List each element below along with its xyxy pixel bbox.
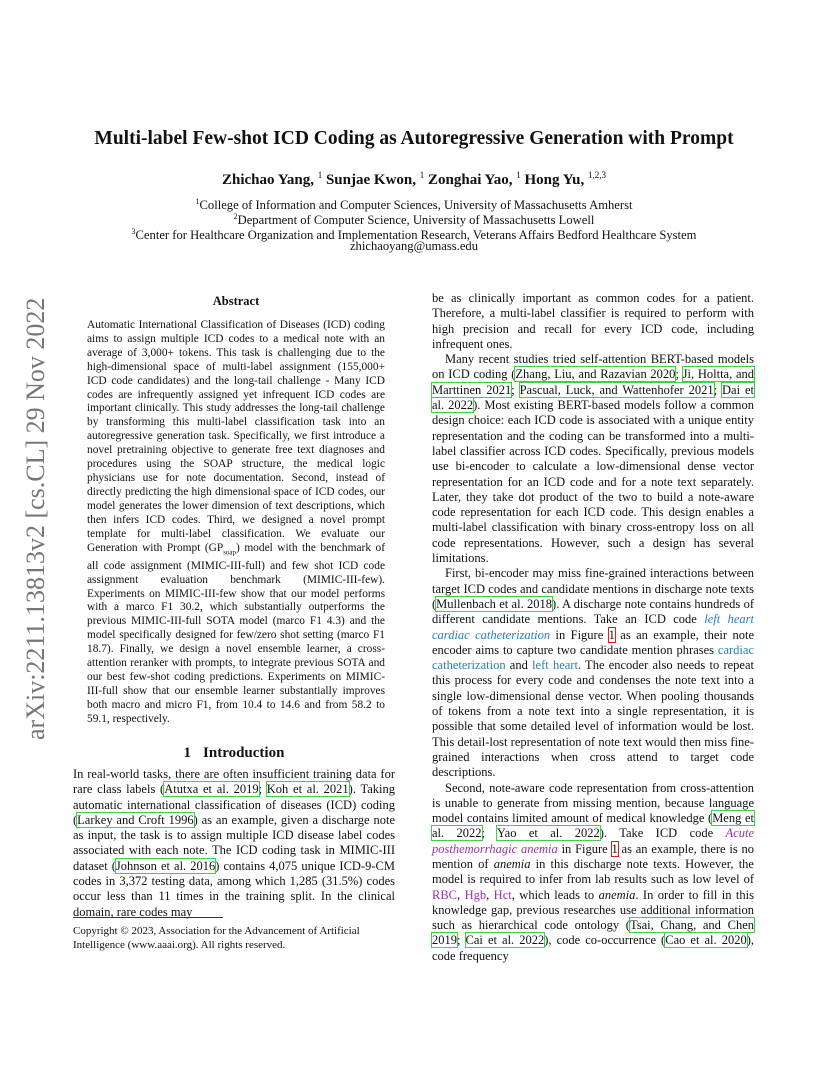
body-text: as an example, there is no mention of bbox=[432, 841, 754, 871]
icd-code-highlight: left heart cardiac catheterization bbox=[432, 612, 755, 642]
citation-link[interactable]: Johnson et al. 2016 bbox=[115, 858, 216, 873]
author-name: Zhichao Yang, bbox=[221, 172, 314, 188]
body-text: ). A discharge note contains hundreds of different candidate mentions. Take an ICD code bbox=[432, 596, 754, 627]
author-name: Hong Yu, bbox=[524, 172, 585, 188]
affiliation-mark: 2 bbox=[233, 212, 238, 221]
right-column bbox=[432, 291, 754, 964]
body-paragraph: Second, note-aware code representation from cross-attention is unable to generate from missing mention, because language model contains limited amount of medical knowledge (Meng et al. 2022; Yao et al. 2022). Take ICD code Acute posthemorrhagic anemia in Figure 1 as an example, there is no mention of anemia in this discharge note texts. However, the model is required to infer from lab results such as low level of RBC, Hgb, Hct, which leads to anemia. In order to fill in this knowledge gap, previous researches use additional information such as hierarchical code ontology (Tsai, Chang, and Chen 2019; Cai et al. 2022), code co-occurrence (Cao et al. 2020), code frequency bbox=[432, 780, 755, 963]
author-name: Sunjae Kwon, bbox=[325, 172, 416, 188]
mention-highlight: cardiac catheterization bbox=[432, 642, 754, 673]
author-affiliation-mark: 1,2,3 bbox=[588, 170, 606, 180]
affiliation-text: Center for Healthcare Organization and Implementation Research, Veterans Affairs Bedford Healthcare System bbox=[135, 228, 697, 243]
body-text: ; bbox=[258, 782, 267, 797]
icd-code-highlight: Acute posthemorrhagic anemia bbox=[432, 826, 755, 856]
abstract-text: Automatic International Classification of Diseases (ICD) coding aims to assign multiple ICD codes to a medical note with an average of 3,000+ tokens. This task is challenging due to the high-dimensional space of multi-label assignment (155,000+ ICD code candidates) and the long-tail challenge - Many ICD codes are infrequently assigned yet infrequent ICD codes are important clinically. This study addresses the long-tail challenge by transforming this multi-label classification task into an autoregressive generation task. Specifically, we first introduce a novel pretraining objective to generate free text diagnoses and procedures using the SOAP structure, the medical logic physicians use for note documentation. Second, instead of directly predicting the high dimensional space of ICD codes, our model generates the lower dimension of text descriptions, which then infers ICD codes. Third, we designed a novel prompt template for multi-label classification. We evaluate our Generation with Prompt (GP bbox=[87, 319, 385, 554]
body-text: ) as an example, given a discharge note as input, the task is to assign multiple ICD disease label codes associated with each note. The ICD coding task in MIMIC-III dataset ( bbox=[73, 812, 395, 873]
abstract-text: ) model with the benchmark of all code assignment (MIMIC-III-full) and few shot ICD code assignment evaluation benchmark (MIMIC-III-few). Experiments on MIMIC-III-few show that our model performs with a marco F1 30.2, which substantially outperforms the previous MIMIC-III-full SOTA model (marco F1 4.3) and the model specifically designed for few/zero shot setting (marco F1 18.7). Finally, we design a novel ensemble learner, a cross-attention reranker with prompts, to integrate previous SOTA and our best few-shot coding predictions. Experiments on MIMIC-III-full show that our ensemble learner substantially improves both macro and micro F1, from 10.4 to 14.6 and from 58.2 to 59.1, respectively. bbox=[87, 541, 385, 725]
paper-title: Multi-label Few-shot ICD Coding as Autoregressive Generation with Prompt bbox=[94, 128, 734, 149]
body-text: in this discharge note texts. However, the model is required to infer from lab results such as low level of bbox=[432, 856, 754, 887]
body-text: , which leads to bbox=[511, 887, 599, 902]
body-paragraph: Many recent studies tried self-attention BERT-based models on ICD coding (Zhang, Liu, and Razavian 2020; Ji, Holtta, and Marttinen 2021; Pascual, Luck, and Wattenhofer 2021; Dai et al. 2022). Most existing BERT-based models follow a common design choice: each ICD code is associated with a unique entity representation and the coding can be transformed into a multi-label classifier across ICD codes. Specifically, previous models use bi-encoder to calculate a low-dimensional dense vector representation for an ICD code and for a note text separately. Later, they take dot product of the two to build a note-aware code representation for each ICD code. This design enables a multi-label classification with binary cross-entropy loss on all code representations. However, such a design has several limitations. bbox=[432, 352, 754, 566]
author-name: Zonghai Yao, bbox=[428, 172, 513, 188]
affiliation-text: Department of Computer Science, University of Massachusetts Lowell bbox=[237, 213, 595, 228]
body-text: ) contains 4,075 unique ICD-9-CM codes in 3,372 testing data, among which 1,285 (31.5%) codes occur less than 11 times in the training split. In the clinical domain, rare codes may bbox=[73, 858, 395, 919]
figure-reference-link[interactable]: 1 bbox=[611, 841, 618, 856]
intro-paragraph bbox=[73, 767, 395, 920]
body-text: ), code frequency bbox=[432, 933, 754, 963]
citation-link[interactable]: Zhang, Liu, and Razavian 2020 bbox=[515, 367, 676, 382]
abstract-heading: Abstract bbox=[212, 294, 260, 308]
body-text: ), code co-occurrence ( bbox=[544, 933, 666, 948]
citation-link[interactable]: Cai et al. 2022 bbox=[465, 933, 545, 948]
lab-result-highlight: Hct bbox=[493, 887, 512, 902]
affiliation-text: College of Information and Computer Sciences, University of Massachusetts Amherst bbox=[199, 198, 633, 213]
citation-link[interactable]: Meng et al. 2022 bbox=[432, 811, 754, 841]
body-text: . The encoder also needs to repeat this process for every code and condenses the note text into a single low-dimensional dense vector. When pooling thousands of tokens from a note text into a single representation, it is possible that some detailed level of information would be lost. This detail-lost representation of note text would then miss fine-grained interactions when cross attend to target code descriptions. bbox=[432, 658, 754, 780]
body-text: . In order to fill in this knowledge gap, previous researches use additional information such as hierarchical code ontology ( bbox=[432, 887, 754, 933]
affiliation-mark: 1 bbox=[195, 197, 200, 206]
body-text: In real-world tasks, there are often insufficient training data for rare class labels ( bbox=[73, 767, 395, 797]
body-text: ). Take ICD code bbox=[599, 826, 726, 841]
section-title: Introduction bbox=[203, 745, 285, 761]
abstract-body bbox=[87, 319, 385, 727]
citation-link[interactable]: Dai et al. 2022 bbox=[432, 382, 754, 413]
citation-link[interactable]: Pascual, Luck, and Wattenhofer 2021 bbox=[519, 382, 714, 397]
arxiv-identifier: arXiv:2211.13813v2 [cs.CL] 29 Nov 2022 bbox=[21, 297, 50, 740]
section-number: 1 bbox=[183, 745, 192, 761]
lab-result-highlight: Hgb bbox=[464, 887, 487, 902]
citation-link[interactable]: Larkey and Croft 1996 bbox=[77, 812, 194, 827]
copyright-notice: Copyright © 2023, Association for the Advancement of Artificial Intelligence (www.aaai.org). All rights reserved. bbox=[73, 925, 360, 951]
citation-link[interactable]: Koh et al. 2021 bbox=[266, 782, 349, 797]
affiliation-mark: 3 bbox=[131, 227, 136, 236]
lab-result-highlight: RBC bbox=[432, 887, 458, 902]
body-text: in Figure bbox=[550, 627, 609, 642]
body-text: as an example, their note encoder aims to capture two candidate mention phrases bbox=[432, 627, 754, 657]
citation-link[interactable]: Ji, Holtta, and Marttinen 2021 bbox=[432, 367, 754, 397]
author-affiliation-mark: 1 bbox=[419, 170, 425, 180]
body-paragraph: be as clinically important as common codes for a patient. Therefore, a multi-label classifier is required to perform with high precision and recall for every ICD code, including infrequent ones. bbox=[432, 291, 754, 351]
citation-link[interactable]: Tsai, Chang, and Chen 2019 bbox=[432, 918, 755, 948]
author-email: zhichaoyang@umass.edu bbox=[349, 239, 479, 253]
citation-link[interactable]: Cao et al. 2020 bbox=[665, 933, 747, 948]
author-list bbox=[60, 170, 768, 189]
body-text: in Figure bbox=[557, 841, 612, 856]
citation-link[interactable]: Atutxa et al. 2019 bbox=[164, 782, 259, 797]
body-text: Second, note-aware code representation from cross-attention is unable to generate from missing mention, because language model contains limited amount of medical knowledge ( bbox=[432, 780, 754, 826]
body-text: First, bi-encoder may miss fine-grained interactions between target ICD codes and candidate mentions in discharge note texts ( bbox=[432, 566, 754, 611]
emphasis-text: anemia bbox=[598, 887, 636, 902]
emphasis-text: anemia bbox=[493, 856, 531, 871]
author-affiliation-mark: 1 bbox=[317, 170, 323, 180]
footnote-divider bbox=[73, 917, 223, 918]
body-paragraph bbox=[432, 566, 754, 780]
abstract-subscript: soap bbox=[223, 547, 237, 556]
mention-highlight: left heart bbox=[532, 658, 578, 673]
section-heading bbox=[73, 745, 395, 762]
body-text: Many recent studies tried self-attention BERT-based models on ICD coding ( bbox=[432, 352, 754, 382]
body-text: ). Taking automatic international classification of diseases (ICD) coding ( bbox=[73, 782, 395, 827]
figure-reference-link[interactable]: 1 bbox=[608, 627, 615, 642]
body-text: ). Most existing BERT-based models follow a common design choice: each ICD code is associated with a unique entity representation and the coding can be transformed into a multi-label classifier across ICD codes. Specifically, previous models use bi-encoder to calculate a low-dimensional dense vector representation for an ICD code and for a note text separately. Later, they take dot product of the two to build a note-aware code representation for each ICD code. This design enables a multi-label classification with binary cross-entropy loss on all code representations. However, such a design has several limitations. bbox=[432, 398, 754, 566]
author-affiliation-mark: 1 bbox=[516, 170, 521, 180]
body-text: and bbox=[505, 658, 533, 673]
citation-link[interactable]: Mullenbach et al. 2018 bbox=[436, 596, 553, 611]
citation-link[interactable]: Yao et al. 2022 bbox=[496, 826, 600, 841]
